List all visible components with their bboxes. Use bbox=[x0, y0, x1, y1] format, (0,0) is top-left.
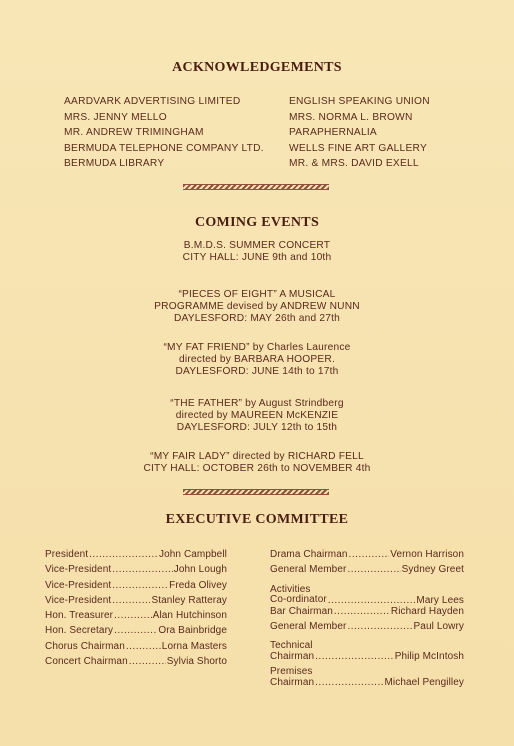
coming-events-heading: COMING EVENTS bbox=[194, 215, 320, 230]
leader-dots bbox=[89, 549, 158, 560]
ornamental-divider bbox=[183, 489, 329, 495]
leader-dots bbox=[112, 564, 172, 575]
committee-row bbox=[45, 564, 227, 579]
event-line: directed by BARBARA HOOPER. bbox=[178, 353, 335, 365]
event-item bbox=[0, 240, 514, 264]
committee-role-line: Co-ordinator bbox=[270, 594, 327, 606]
ornamental-divider bbox=[183, 184, 329, 190]
committee-row bbox=[45, 549, 227, 564]
committee-role bbox=[270, 667, 314, 688]
committee-role: General Member bbox=[270, 564, 347, 576]
committee-role bbox=[270, 585, 327, 606]
leader-dots bbox=[349, 549, 390, 560]
acknowledgement-item: AARDVARK ADVERTISING LIMITED bbox=[64, 96, 241, 107]
committee-row bbox=[270, 580, 464, 606]
committee-right-column bbox=[270, 549, 464, 688]
leader-dots bbox=[129, 656, 166, 667]
committee-role-line: Chairman bbox=[270, 650, 315, 662]
committee-role-line: Activities bbox=[270, 583, 311, 595]
committee-role: Drama Chairman bbox=[270, 549, 348, 560]
committee-role: Concert Chairman bbox=[45, 656, 128, 668]
committee-member: Sydney Greet bbox=[401, 564, 464, 576]
event-line: B.M.D.S. SUMMER CONCERT bbox=[183, 240, 331, 251]
acknowledgement-item: PARAPHERNALIA bbox=[289, 127, 377, 139]
leader-dots bbox=[126, 641, 161, 652]
committee-member: Paul Lowry bbox=[413, 620, 464, 632]
acknowledgement-item: BERMUDA LIBRARY bbox=[64, 158, 165, 170]
leader-dots bbox=[114, 610, 152, 621]
committee-member: Michael Pengilley bbox=[384, 677, 464, 689]
committee-role-line: Premises bbox=[270, 666, 313, 678]
event-line: “THE FATHER” by August Strindberg bbox=[170, 398, 344, 409]
acknowledgement-item: MRS. NORMA L. BROWN bbox=[289, 111, 413, 123]
committee-row bbox=[45, 580, 227, 595]
committee-row bbox=[45, 641, 227, 656]
committee-member: John Lough bbox=[173, 564, 227, 576]
committee-member: Mary Lees bbox=[416, 594, 464, 606]
acknowledgement-item: WELLS FINE ART GALLERY bbox=[289, 142, 427, 154]
leader-dots bbox=[315, 677, 383, 688]
committee-row bbox=[45, 595, 227, 610]
event-item bbox=[0, 342, 514, 377]
event-line: DAYLESFORD: MAY 26th and 27th bbox=[173, 312, 341, 324]
committee-row bbox=[270, 621, 464, 636]
committee-row bbox=[270, 564, 464, 579]
committee-role: General Member bbox=[270, 620, 347, 632]
committee-role: Bar Chairman bbox=[270, 605, 333, 617]
committee-row bbox=[45, 656, 227, 671]
committee-role: Vice-President bbox=[45, 594, 112, 606]
event-item bbox=[0, 398, 514, 433]
leader-dots bbox=[334, 606, 390, 617]
leader-dots bbox=[315, 651, 394, 662]
acknowledgements-heading: ACKNOWLEDGEMENTS bbox=[172, 60, 342, 75]
committee-member: Freda Olivey bbox=[169, 579, 227, 591]
committee-member: Philip McIntosh bbox=[394, 651, 464, 663]
event-line: CITY HALL: JUNE 9th and 10th bbox=[182, 251, 332, 263]
committee-role-line: Chairman bbox=[270, 676, 315, 688]
acknowledgements-right-list bbox=[289, 94, 430, 172]
acknowledgement-item: BERMUDA TELEPHONE COMPANY LTD. bbox=[64, 142, 264, 154]
acknowledgement-item: MR. ANDREW TRIMINGHAM bbox=[64, 127, 204, 139]
committee-role-line: Technical bbox=[270, 640, 313, 652]
leader-dots bbox=[328, 595, 416, 606]
committee-row bbox=[270, 606, 464, 621]
committee-role: Hon. Secretary bbox=[45, 625, 114, 637]
leader-dots bbox=[112, 580, 168, 591]
committee-role: President bbox=[45, 549, 89, 560]
committee-row bbox=[45, 610, 227, 625]
leader-dots bbox=[114, 625, 157, 636]
event-line: DAYLESFORD: JUNE 14th to 17th bbox=[175, 365, 339, 377]
event-line: PROGRAMME devised by ANDREW NUNN bbox=[154, 300, 360, 312]
leader-dots bbox=[347, 564, 400, 575]
committee-left-column bbox=[45, 549, 227, 671]
committee-role: Chorus Chairman bbox=[45, 640, 125, 652]
event-line: CITY HALL: OCTOBER 26th to NOVEMBER 4th bbox=[143, 462, 371, 474]
acknowledgement-item: ENGLISH SPEAKING UNION bbox=[289, 96, 430, 107]
acknowledgements-left-list bbox=[64, 94, 264, 172]
executive-committee-heading: EXECUTIVE COMMITTEE bbox=[165, 512, 349, 527]
acknowledgement-item: MRS. JENNY MELLO bbox=[64, 111, 167, 123]
committee-row bbox=[45, 625, 227, 640]
leader-dots bbox=[347, 621, 412, 632]
committee-member: Vernon Harrison bbox=[390, 549, 464, 560]
event-item bbox=[0, 289, 514, 324]
committee-member: Ora Bainbridge bbox=[158, 625, 227, 637]
committee-role: Vice-President bbox=[45, 579, 112, 591]
committee-role: Vice-President bbox=[45, 564, 112, 576]
event-line: “PIECES OF EIGHT” A MUSICAL bbox=[178, 289, 336, 300]
committee-row bbox=[270, 549, 464, 564]
committee-role bbox=[270, 641, 314, 662]
event-line: “MY FAT FRIEND” by Charles Laurence bbox=[163, 342, 351, 353]
event-line: “MY FAIR LADY” directed by RICHARD FELL bbox=[150, 451, 364, 462]
committee-member: Richard Hayden bbox=[390, 605, 464, 617]
event-line: directed by MAUREEN McKENZIE bbox=[175, 409, 339, 421]
committee-role: Hon. Treasurer bbox=[45, 610, 114, 622]
event-line: DAYLESFORD: JULY 12th to 15th bbox=[176, 421, 338, 433]
committee-row bbox=[270, 636, 464, 662]
event-item bbox=[0, 451, 514, 475]
committee-member: Alan Hutchinson bbox=[152, 610, 227, 622]
committee-member: Sylvia Shorto bbox=[166, 656, 227, 668]
leader-dots bbox=[112, 595, 150, 606]
acknowledgement-item: MR. & MRS. DAVID EXELL bbox=[289, 158, 419, 170]
committee-member: Lorna Masters bbox=[161, 640, 227, 652]
committee-row bbox=[270, 662, 464, 688]
committee-member: John Campbell bbox=[158, 549, 227, 560]
committee-member: Stanley Ratteray bbox=[151, 594, 227, 606]
